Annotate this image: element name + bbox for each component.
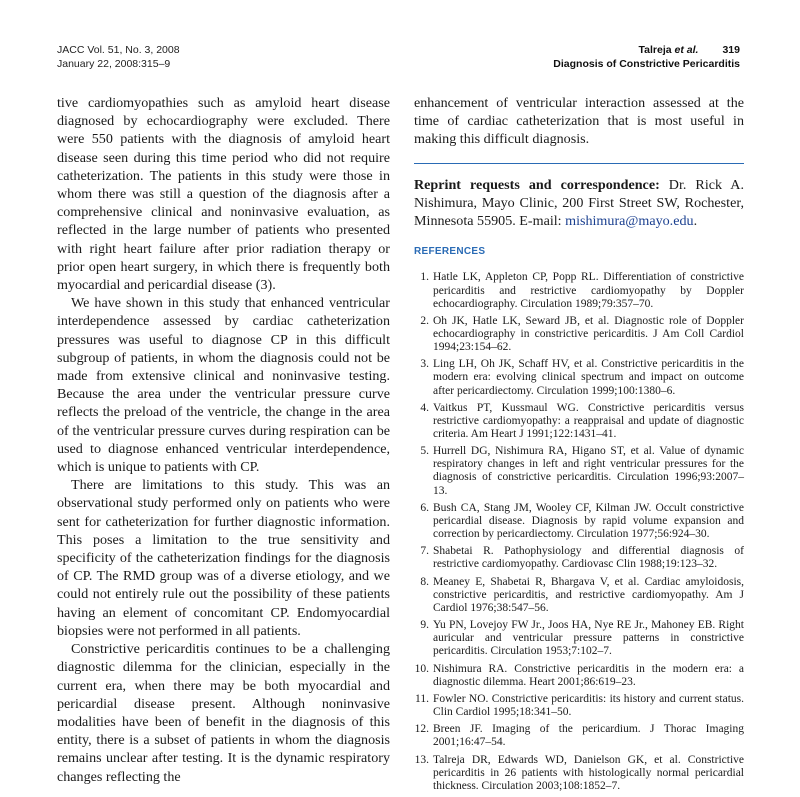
body-paragraph: There are limitations to this study. This was an observational study performed only on patients who were sent for catheterization for further diagnostic information. This poses a limitation to the true sensitivity and specificity of the catheterization findings for the diagnosis of CP. The RMD group was of a diverse etiology, and we could not entirely rule out the possibility of these patients having an element of concomitant CP. Endomyocardial biopsies were not performed in all patients. bbox=[57, 477, 390, 639]
reference-number: 12. bbox=[414, 723, 429, 736]
header-authors bbox=[639, 44, 699, 56]
reference-number: 10. bbox=[414, 662, 429, 675]
reference-item bbox=[414, 315, 744, 354]
reference-number: 3. bbox=[420, 358, 429, 371]
references-list bbox=[414, 271, 744, 793]
reference-text: Bush CA, Stang JM, Wooley CF, Kilman JW. Occult constrictive pericardial disease. Diagnosis by rapid volume expansion and correction by pericardiectomy. Circulation 1977;56:924–30. bbox=[433, 501, 744, 541]
reprint-label: Reprint requests and correspondence: bbox=[414, 176, 660, 193]
running-title: Diagnosis of Constrictive Pericarditis bbox=[553, 58, 740, 70]
issue-date-pages: January 22, 2008:315–9 bbox=[57, 58, 171, 70]
reference-item bbox=[414, 619, 744, 658]
reference-item bbox=[414, 545, 744, 571]
reference-text: Breen JF. Imaging of the pericardium. J Thorac Imaging 2001;16:47–54. bbox=[433, 723, 744, 749]
reference-number: 8. bbox=[420, 575, 429, 588]
running-header-left bbox=[57, 43, 180, 71]
reference-number: 7. bbox=[420, 545, 429, 558]
body-paragraph: We have shown in this study that enhanced ventricular interdependence assessed by cardiac catheterization pressures was useful to diagnose CP in this difficult subgroup of patients, in whom the diagnosis could not be made from extensive clinical and noninvasive testing. Because the area under the ventricular pressure curve reflects the preload of the ventricle, the change in the area of the ventricular pressure curves during respiration can be used to diagnose enhanced ventricular interdependence, which is unique to patients with CP. bbox=[57, 295, 390, 476]
references-heading: REFERENCES bbox=[414, 246, 486, 258]
reference-text: Ling LH, Oh JK, Schaff HV, et al. Constrictive pericarditis in the modern era: evolving clinical spectrum and impact on outcome after pericardiectomy. Circulation 1999;100:1380–6. bbox=[433, 358, 744, 397]
journal-citation: JACC Vol. 51, No. 3, 2008 bbox=[57, 44, 180, 56]
reference-number: 11. bbox=[415, 693, 429, 706]
reference-item bbox=[414, 693, 744, 719]
reference-item bbox=[414, 576, 744, 615]
reference-text: Oh JK, Hatle LK, Seward JB, et al. Diagnostic role of Doppler echocardiography in constrictive pericarditis. J Am Coll Cardiol 1994;23:154–62. bbox=[433, 314, 744, 354]
reference-item bbox=[414, 271, 744, 310]
reference-number: 9. bbox=[420, 619, 429, 632]
reference-number: 2. bbox=[420, 314, 429, 327]
reference-text: Hurrell DG, Nishimura RA, Higano ST, et al. Value of dynamic respiratory changes in left and right ventricular pressures for the diagnosis of constrictive pericarditis. Circulation 1996;93:2007–13. bbox=[433, 445, 744, 497]
reference-item bbox=[414, 754, 744, 793]
body-paragraph-continuation: enhancement of ventricular interaction assessed at the time of cardiac catheterization that is most useful in making this difficult diagnosis. bbox=[414, 95, 744, 148]
reference-text: Fowler NO. Constrictive pericarditis: its history and current status. Clin Cardiol 1995;18:341–50. bbox=[433, 693, 744, 719]
body-paragraph: Constrictive pericarditis continues to be a challenging diagnostic dilemma for the clinician, especially in the current era, when there may be both myocardial and pericardial disease present. Although noninvasive modalities have been of benefit in the diagnosis of this entity, there is a subset of patients in whom the diagnosis remains unclear after testing. It is the dynamic respiratory changes reflecting the bbox=[57, 641, 390, 785]
reference-item bbox=[414, 402, 744, 441]
header-author-name: Talreja bbox=[638, 44, 672, 56]
reference-text: Talreja DR, Edwards WD, Danielson GK, et al. Constrictive pericarditis in 26 patients with histologically normal pericardial thickness. Circulation 2003;108:1852–7. bbox=[433, 753, 744, 792]
section-divider bbox=[414, 163, 744, 164]
reference-text: Hatle LK, Appleton CP, Popp RL. Differentiation of constrictive pericarditis and restrictive cardiomyopathy by Doppler echocardiography. Circulation 1989;79:357–70. bbox=[433, 271, 744, 310]
email-link[interactable]: mishimura@mayo.edu bbox=[565, 213, 694, 230]
reprint-correspondence: Reprint requests and correspondence: Dr. Rick A. Nishimura, Mayo Clinic, 200 First Street SW, Rochester, Minnesota 55905. E-mail: mishimura@mayo.edu. bbox=[414, 176, 744, 230]
reference-text: Meaney E, Shabetai R, Bhargava V, et al. Cardiac amyloidosis, constrictive pericarditis, and restrictive cardiomyopathy. Am J Cardiol 1976;38:547–56. bbox=[433, 575, 744, 614]
reference-item bbox=[414, 445, 744, 497]
reference-text: Vaitkus PT, Kussmaul WG. Constrictive pericarditis versus restrictive cardiomyopathy: a reappraisal and update of diagnostic criteria. Am Heart J 1991;122:1431–41. bbox=[433, 401, 744, 441]
reference-number: 6. bbox=[420, 501, 429, 514]
reference-item bbox=[414, 663, 744, 689]
reference-item bbox=[414, 502, 744, 541]
reprint-address: Dr. Rick A. Nishimura, Mayo Clinic, 200 First Street SW, Rochester, Minnesota 55905. E-mail: bbox=[414, 176, 744, 230]
left-column bbox=[57, 94, 390, 786]
running-header-right bbox=[553, 43, 740, 71]
reference-item bbox=[414, 723, 744, 749]
reference-number: 4. bbox=[420, 401, 429, 414]
reference-text: Nishimura RA. Constrictive pericarditis in the modern era: a diagnostic dilemma. Heart 2001;86:619–23. bbox=[433, 662, 744, 688]
reference-text: Shabetai R. Pathophysiology and differential diagnosis of restrictive cardiomyopathy. Cardiovasc Clin 1988;19:123–32. bbox=[433, 545, 744, 571]
reference-number: 5. bbox=[420, 445, 429, 458]
reference-item bbox=[414, 358, 744, 397]
right-column bbox=[414, 94, 744, 797]
reference-number: 1. bbox=[420, 271, 429, 284]
reference-number: 13. bbox=[414, 753, 429, 766]
header-et-al: et al. bbox=[674, 44, 699, 56]
page-number: 319 bbox=[722, 44, 740, 56]
body-paragraph: tive cardiomyopathies such as amyloid heart disease diagnosed by echocardiography were excluded. There were 550 patients with the diagnosis of amyloid heart disease seen during this time period who did not require catheterization. The patients in this study were those in whom there was still a question of the diagnosis after a comprehensive clinical and noninvasive evaluation, as reflected in the large number of patients who presented with right heart failure after prior radiation therapy or prior open heart surgery, in which there is frequently both myocardial and pericardial disease (3). bbox=[57, 95, 390, 294]
reference-text: Yu PN, Lovejoy FW Jr., Joos HA, Nye RE Jr., Mahoney EB. Right auricular and ventricular pressure patterns in constrictive pericarditis. Circulation 1953;7:102–7. bbox=[433, 619, 744, 658]
